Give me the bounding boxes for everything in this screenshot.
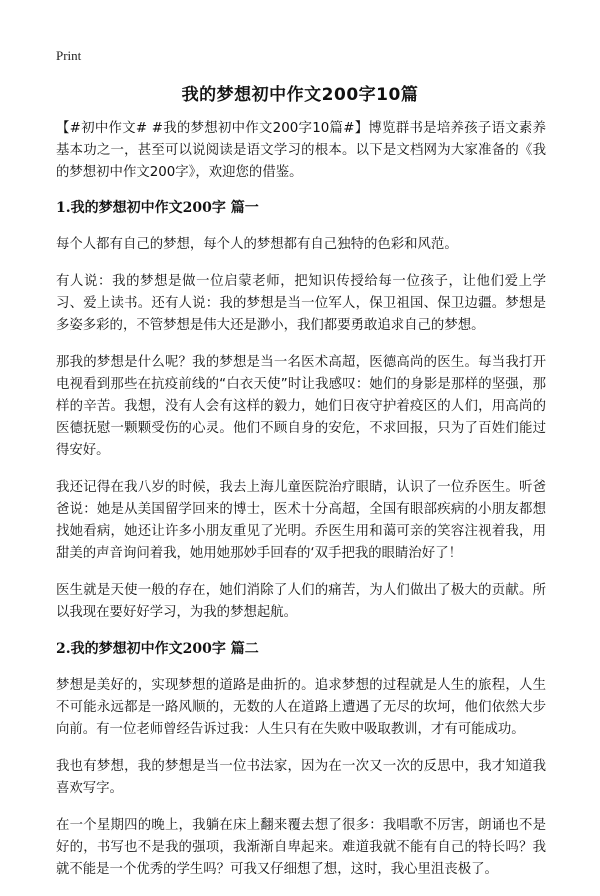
section-1 <box>56 198 546 624</box>
print-label: Print <box>56 48 82 63</box>
paragraph: 那我的梦想是什么呢？我的梦想是当一名医术高超，医德高尚的医生。每当我打开电视看到那些在抗疫前线的“白衣天使”时让我感叹：她们的身影是那样的坚强，那样的辛苦。我想，没有人会有这样的毅力，她们日夜守护着疫区的人们，用高尚的医德抚慰一颗颗受伤的心灵。他们不顾自身的安危，不求回报，只为了百姓们能过得安好。 <box>56 355 546 458</box>
intro-paragraph: 【#初中作文# #我的梦想初中作文200字10篇#】博览群书是培养孩子语文素养基本功之一，甚至可以说阅读是语文学习的根本。以下是文档网为大家准备的《我的梦想初中作文200字》，欢迎您的借鉴。 <box>56 121 546 180</box>
section-heading: 2.我的梦想初中作文200字 篇二 <box>56 641 259 657</box>
document-body <box>56 118 546 896</box>
paragraph: 在一个星期四的晚上，我躺在床上翻来覆去想了很多：我唱歌不厉害，朗诵也不是好的，书写也不是我的强项，我渐渐自卑起来。难道我就不能有自己的特长吗？我就不能是一个优秀的学生吗？可我又仔细想了想，这时，我心里沮丧极了。 <box>56 818 546 877</box>
paragraph: 梦想是美好的，实现梦想的道路是曲折的。追求梦想的过程就是人生的旅程，人生不可能永远都是一路风顺的，无数的人在道路上遭遇了无尽的坎坷，他们依然大步向前。有一位老师曾经告诉过我：人生只有在失败中吸取教训，才有可能成功。 <box>56 678 546 737</box>
paragraph: 每个人都有自己的梦想，每个人的梦想都有自己独特的色彩和风范。 <box>56 237 458 252</box>
paragraph: 医生就是天使一般的存在，她们消除了人们的痛苦，为人们做出了极大的贡献。所以我现在要好好学习，为我的梦想起航。 <box>56 583 546 620</box>
paragraph: 有人说：我的梦想是做一位启蒙老师，把知识传授给每一位孩子，让他们爱上学习、爱上读书。还有人说：我的梦想是当一位军人，保卫祖国、保卫边疆。梦想是多姿多彩的，不管梦想是伟大还是渺小，我们都要勇敢追求自己的梦想。 <box>56 274 546 333</box>
document-title: 我的梦想初中作文200字10篇 <box>181 85 419 105</box>
paragraph: 我也有梦想，我的梦想是当一位书法家，因为在一次又一次的反思中，我才知道我喜欢写字。 <box>56 759 546 796</box>
section-2 <box>56 639 546 881</box>
section-heading: 1.我的梦想初中作文200字 篇一 <box>56 200 259 216</box>
paragraph: 我还记得在我八岁的时候，我去上海儿童医院治疗眼睛，认识了一位乔医生。听爸爸说：她是从美国留学回来的博士，医术十分高超，全国有眼部疾病的小朋友都想找她看病，她还让许多小朋友重见了光明。乔医生用和蔼可亲的笑容注视着我，用甜美的声音询问着我，她用她那妙手回春的‘双手把我的眼睛治好了！ <box>56 480 546 561</box>
